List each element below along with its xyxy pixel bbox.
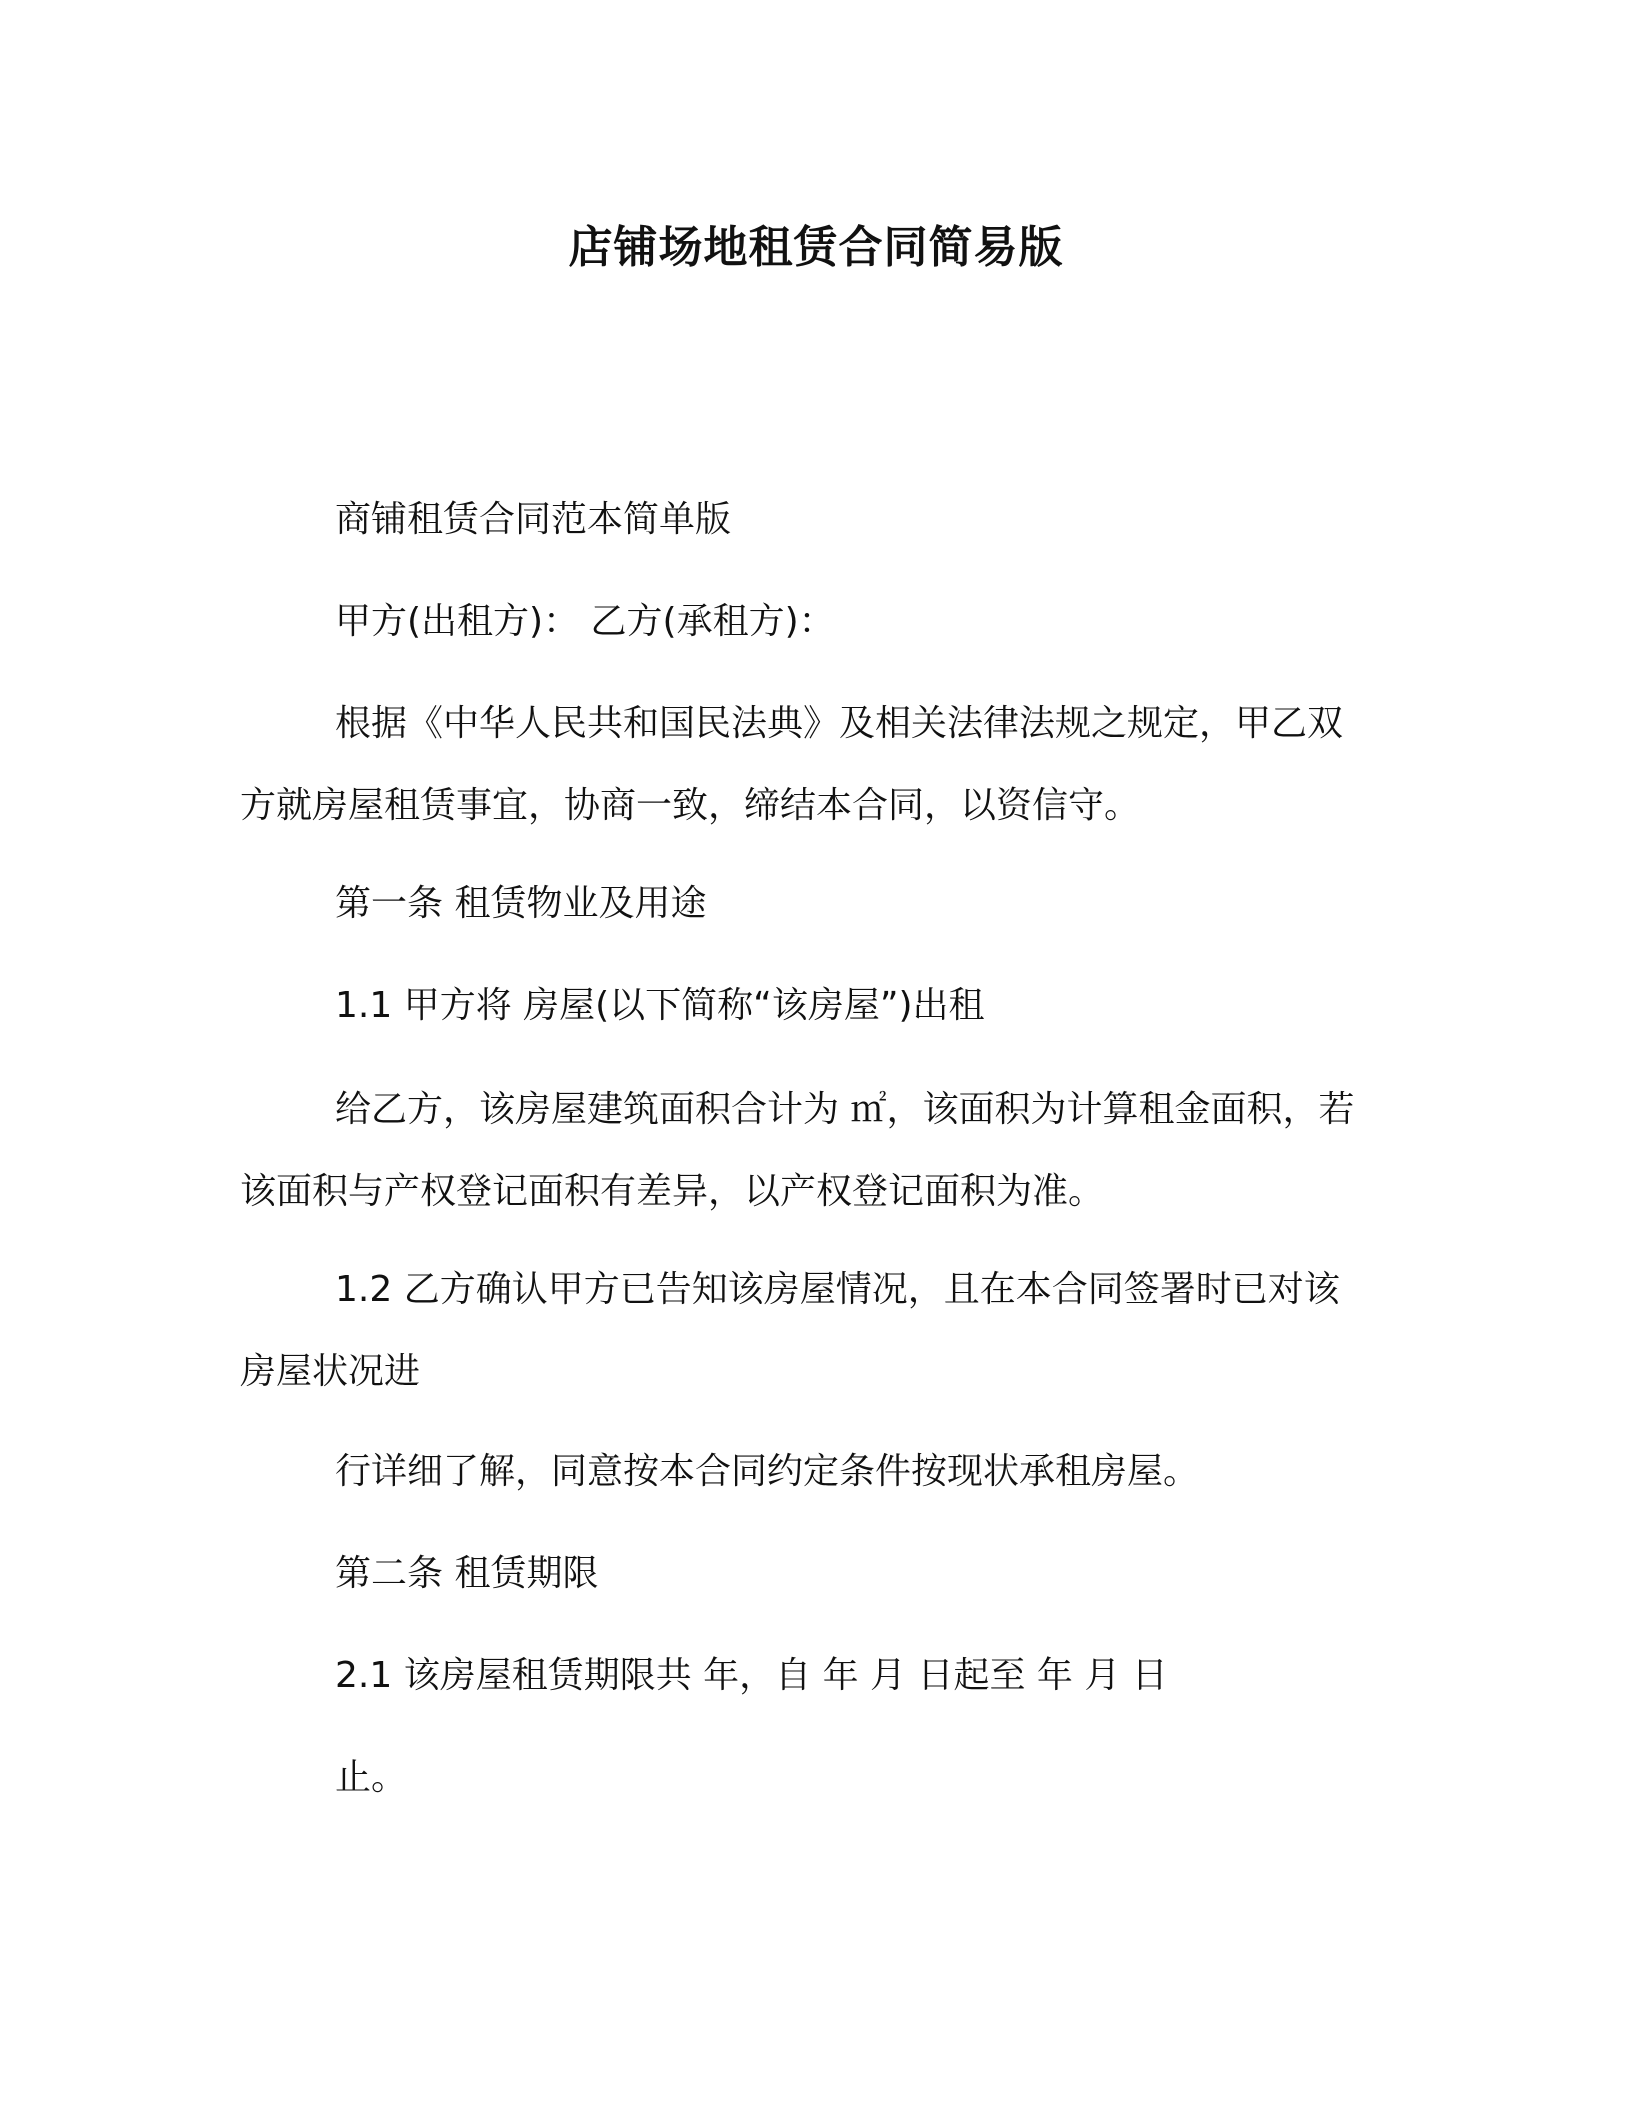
document-title: 店铺场地租赁合同简易版 (568, 222, 1064, 273)
paragraph-line: 商铺租赁合同范本简单版 (335, 499, 732, 540)
paragraph-line: 行详细了解，同意按本合同约定条件按现状承租房屋。 (335, 1451, 1200, 1492)
clause-2-1-continued (240, 1758, 1390, 1798)
paragraph-line: 该面积与产权登记面积有差异，以产权登记面积为准。 (240, 1171, 1105, 1212)
paragraph-preamble (240, 704, 1390, 826)
paragraph-subtitle (240, 500, 1390, 540)
paragraph-line: 1.1 甲方将 房屋(以下简称“该房屋”)出租 (335, 985, 985, 1026)
clause-2-1 (240, 1656, 1390, 1696)
paragraph-line: 房屋状况进 (240, 1351, 421, 1392)
paragraph-parties (240, 602, 1390, 642)
clause-1-1-continued (240, 1090, 1390, 1212)
paragraph-line: 根据《中华人民共和国民法典》及相关法律法规之规定，甲乙双 (335, 703, 1344, 744)
paragraph-line: 给乙方，该房屋建筑面积合计为 ㎡，该面积为计算租金面积，若 (335, 1089, 1355, 1130)
paragraph-line: 止。 (335, 1757, 408, 1798)
paragraph-line: 方就房屋租赁事宜，协商一致，缔结本合同，以资信守。 (240, 785, 1141, 826)
paragraph-line: 第一条 租赁物业及用途 (335, 883, 707, 924)
paragraph-line: 第二条 租赁期限 (335, 1553, 599, 1594)
clause-1-2 (240, 1270, 1390, 1392)
paragraph-line: 1.2 乙方确认甲方已告知该房屋情况，且在本合同签署时已对该 (335, 1269, 1340, 1310)
paragraph-line: 甲方(出租方)： 乙方(承租方)： (335, 601, 835, 642)
paragraph-line: 2.1 该房屋租赁期限共 年，自 年 月 日起至 年 月 日 (335, 1655, 1168, 1696)
article-1-heading (240, 884, 1390, 924)
clause-1-2-continued (240, 1452, 1390, 1492)
clause-1-1 (240, 986, 1390, 1026)
article-2-heading (240, 1554, 1390, 1594)
